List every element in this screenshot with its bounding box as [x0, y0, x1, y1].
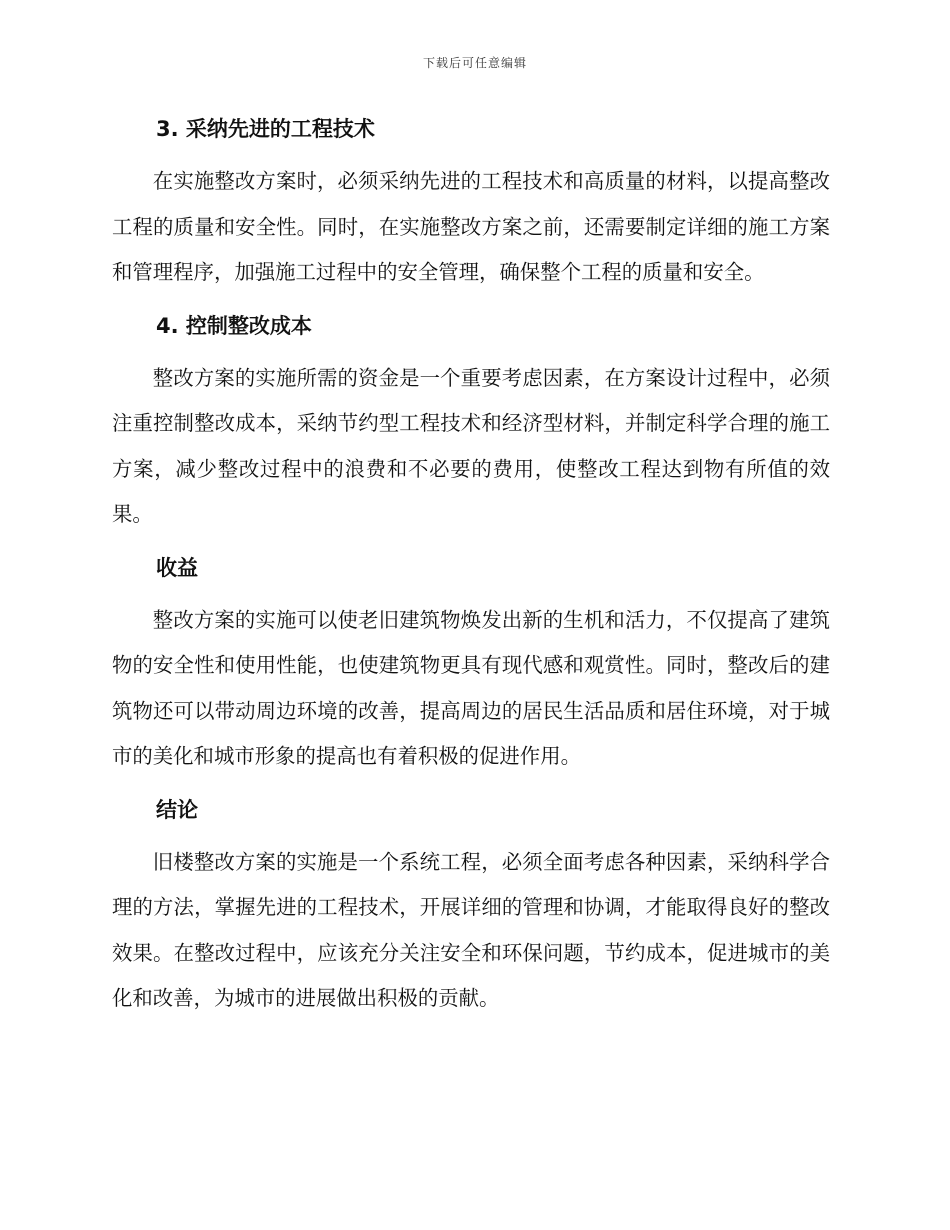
section-paragraph-cost: 整改方案的实施所需的资金是一个重要考虑因素，在方案设计过程中，必须注重控制整改成本，采纳节约型工程技术和经济型材料，并制定科学合理的施工方案，减少整改过程中的浪费和不必要的费用，使整改工程达到物有所值的效果。 — [112, 365, 830, 526]
section-heading-benefits: 收益 — [156, 555, 198, 580]
document-body — [112, 113, 830, 1022]
section-heading-cost: 4. 控制整改成本 — [156, 313, 312, 338]
section-heading-conclusion: 结论 — [156, 797, 198, 822]
section-paragraph-conclusion: 旧楼整改方案的实施是一个系统工程，必须全面考虑各种因素，采纳科学合理的方法，掌握先进的工程技术，开展详细的管理和协调，才能取得良好的整改效果。在整改过程中，应该充分关注安全和环保问题，节约成本，促进城市的美化和改善，为城市的进展做出积极的贡献。 — [112, 849, 830, 1010]
section-paragraph-technology: 在实施整改方案时，必须采纳先进的工程技术和高质量的材料，以提高整改工程的质量和安全性。同时，在实施整改方案之前，还需要制定详细的施工方案和管理程序，加强施工过程中的安全管理，确保整个工程的质量和安全。 — [112, 169, 830, 284]
page-header-note: 下载后可任意编辑 — [422, 56, 527, 70]
section-heading-technology: 3. 采纳先进的工程技术 — [156, 117, 375, 141]
section-paragraph-benefits: 整改方案的实施可以使老旧建筑物焕发出新的生机和活力，不仅提高了建筑物的安全性和使用性能，也使建筑物更具有现代感和观赏性。同时，整改后的建筑物还可以带动周边环境的改善，提高周边的居民生活品质和居住环境，对于城市的美化和城市形象的提高也有着积极的促进作用。 — [112, 607, 830, 768]
